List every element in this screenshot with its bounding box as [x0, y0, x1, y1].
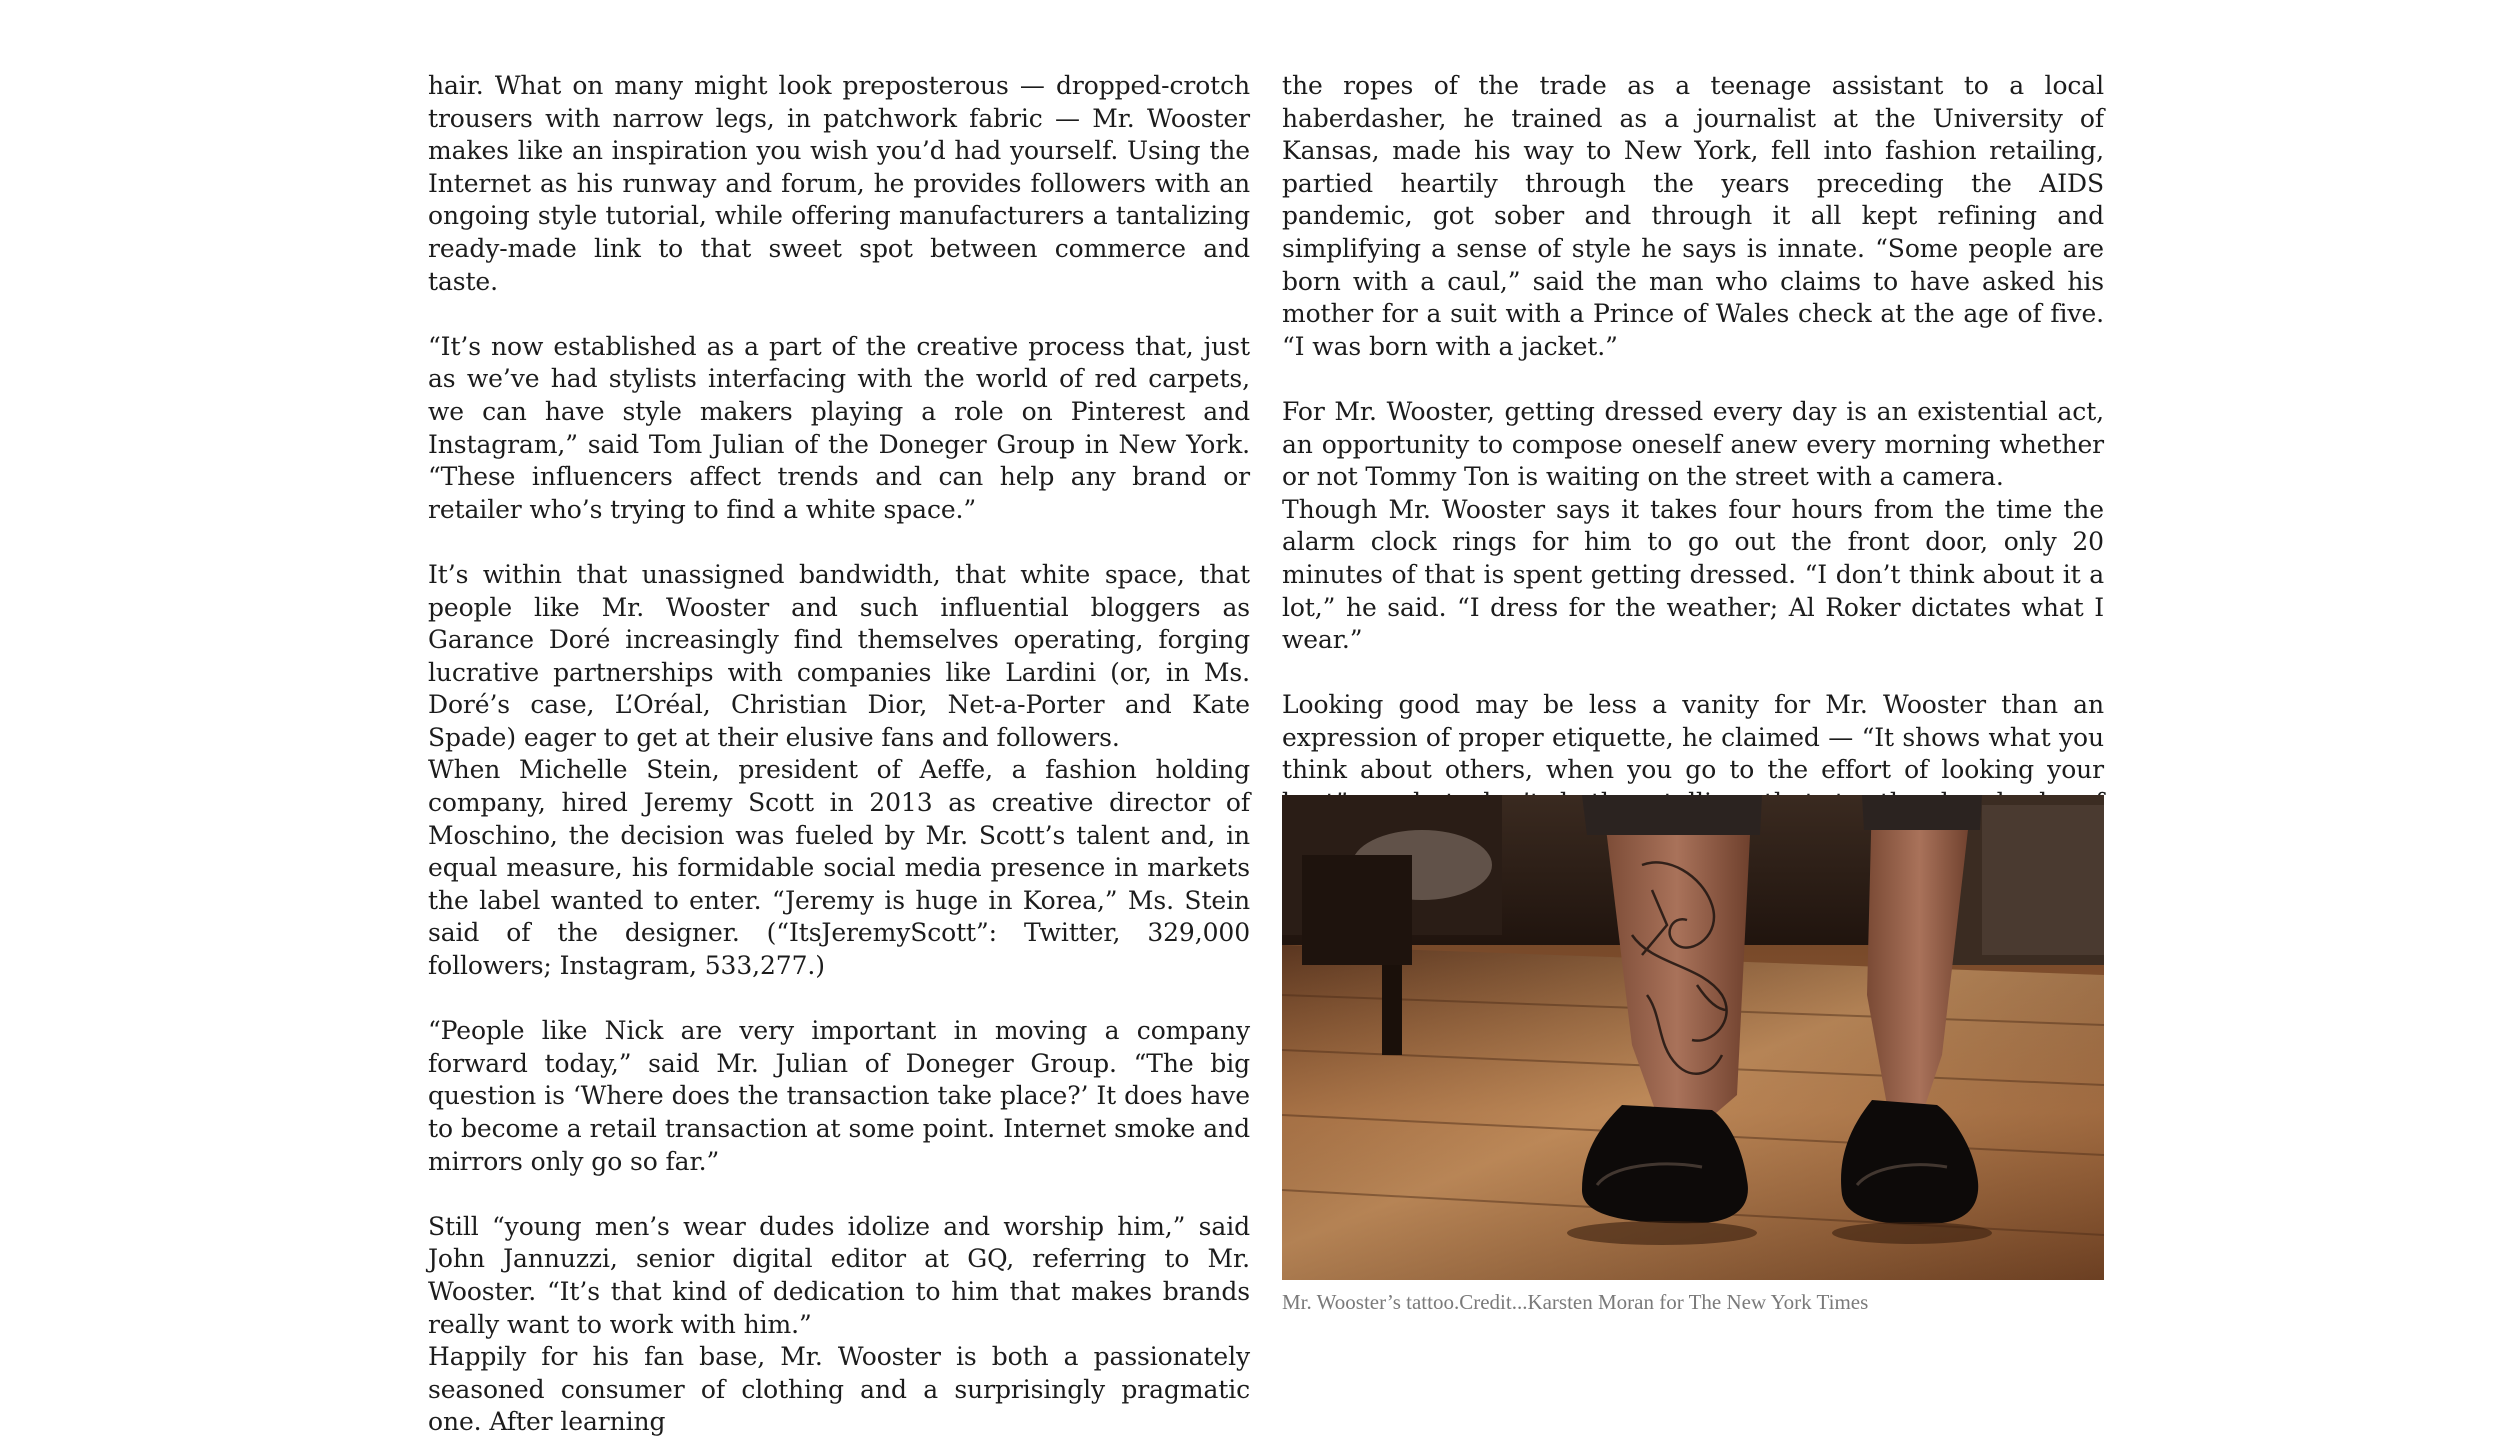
paragraph: “It’s now established as a part of the creative process that, just as we’ve had stylists interfacing with the world of red carpets, we can have style makers playing a role on Pinterest and Instagram,” said Tom Julian of the Doneger Group in New York. “These influencers affect trends and can help any brand or retailer who’s trying to find a white space.”: [428, 331, 1250, 524]
paragraph: It’s within that unassigned bandwidth, that white space, that people like Mr. Wooster and such influential bloggers as Garance Doré increasingly find themselves operating, forging lucrative partnerships with companies like Lardini (or, in Ms. Doré’s case, L’Oréal, Christian Dior, Net-a-Porter and Kate Spade) eager to get at their elusive fans and followers.: [428, 559, 1250, 752]
paragraph: “People like Nick are very important in moving a company forward today,” said Mr. Julian of Doneger Group. “The big question is ‘Where does the transaction take place?’ It does have to become a retail transaction at some point. Internet smoke and mirrors only go so far.”: [428, 1016, 1250, 1176]
paragraph: Still “young men’s wear dudes idolize and worship him,” said John Jannuzzi, senior digital editor at GQ, referring to Mr. Wooster. “It’s that kind of dedication to him that makes brands really want to work with him.”: [428, 1211, 1250, 1339]
paragraph: hair. What on many might look preposterous — dropped-crotch trousers with narrow legs, in patchwork fabric — Mr. Wooster makes like an inspiration you wish you’d had yourself. Using the Internet as his runway and forum, he provides followers with an ongoing style tutorial, while offering manufacturers a tantalizing ready-made link to that sweet spot between commerce and taste.: [428, 71, 1250, 296]
article-photo-tattoo: [1282, 795, 2104, 1280]
paragraph: Looking good may be less a vanity for Mr. Wooster than an expression of proper etiquette, he claimed — “It shows what you think about others, when you go to the effort of looking your: [1282, 690, 2104, 785]
article-right-column: [1282, 70, 2104, 852]
photo-caption: Mr. Wooster’s tattoo.Credit...Karsten Moran for The New York Times: [1282, 1290, 1869, 1314]
paragraph: For Mr. Wooster, getting dressed every day is an existential act, an opportunity to compose oneself anew every morning whether or not Tommy Ton is waiting on the street with a camera.: [1282, 396, 2104, 492]
paragraph: When Michelle Stein, president of Aeffe, a fashion holding company, hired Jeremy Scott in 2013 as creative director of Moschino, the decision was fueled by Mr. Scott’s talent and, in equal measure, his formidable social media presence in markets the label wanted to enter. “Jeremy is huge in Korea,” Ms. Stein said of the designer. (“ItsJeremyScott”: Twitter, 329,000 followers; Instagram, 533,277.): [428, 755, 1250, 981]
article-left-column: [428, 70, 1250, 1439]
paragraph: the ropes of the trade as a teenage assistant to a local haberdasher, he trained as a journalist at the University of Kansas, made his way to New York, fell into fashion retailing, partied heartily through the years preceding the AIDS pandemic, got sober and through it all kept refining and simplifying a sense of style he says is innate. “Some people are born with a caul,” said the man who claims to have asked his mother for a suit with a Prince of Wales check at the age of five. “I was born with a jacket.”: [1282, 71, 2104, 361]
tattoo-photo-illustration: [1282, 795, 2104, 1280]
paragraph: Happily for his fan base, Mr. Wooster is both a passionately seasoned consumer of clothing and a surprisingly pragmatic one. After learning: [428, 1342, 1250, 1437]
paragraph: Though Mr. Wooster says it takes four hours from the time the alarm clock rings for him to go out the front door, only 20 minutes of that is spent getting dressed. “I don’t think about it a lot,” he said. “I dress for the weather; Al Roker dictates what I wear.”: [1282, 494, 2104, 655]
